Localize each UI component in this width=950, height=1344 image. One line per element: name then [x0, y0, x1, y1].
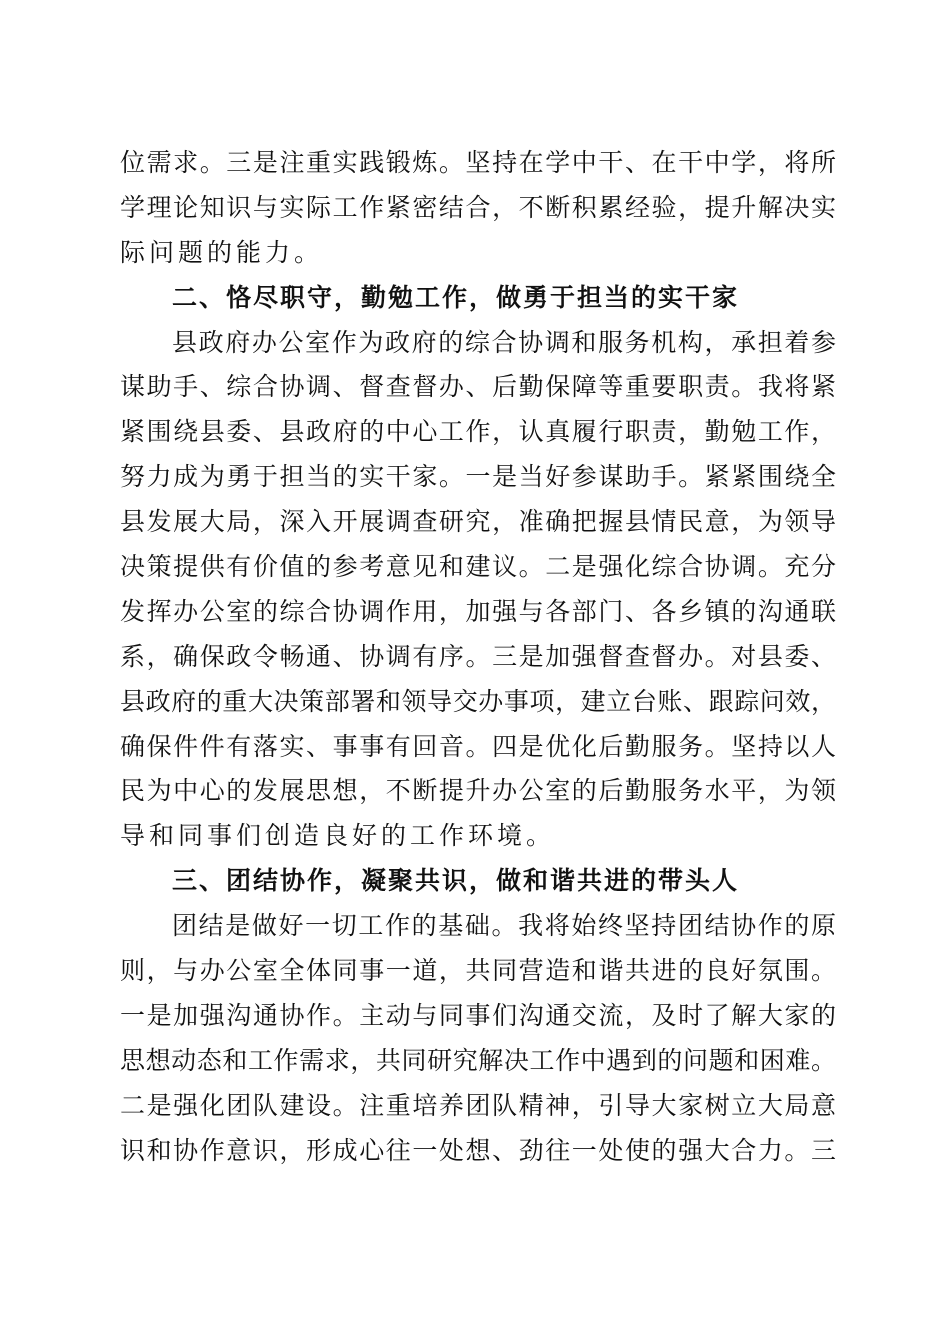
- paragraph-line: 发挥办公室的综合协调作用，加强与各部门、各乡镇的沟通联: [120, 596, 836, 626]
- paragraph-line: 县政府办公室作为政府的综合协调和服务机构，承担着参: [172, 327, 836, 357]
- paragraph-line: 一是加强沟通协作。主动与同事们沟通交流，及时了解大家的: [120, 1000, 836, 1030]
- paragraph-line: 县政府的重大决策部署和领导交办事项，建立台账、跟踪问效，: [120, 686, 836, 716]
- paragraph-line: 团结是做好一切工作的基础。我将始终坚持团结协作的原: [172, 911, 836, 941]
- section-heading-2: 二、恪尽职守，勤勉工作，做勇于担当的实干家: [172, 282, 740, 312]
- paragraph-line: 努力成为勇于担当的实干家。一是当好参谋助手。紧紧围绕全: [120, 462, 836, 492]
- document-body: [120, 141, 836, 1173]
- paragraph-line: 谋助手、综合协调、督查督办、后勤保障等重要职责。我将紧: [120, 372, 836, 402]
- paragraph-line: 民为中心的发展思想，不断提升办公室的后勤服务水平，为领: [120, 776, 836, 806]
- paragraph-line: 紧围绕县委、县政府的中心工作，认真履行职责，勤勉工作，: [120, 417, 836, 447]
- paragraph-line: 思想动态和工作需求，共同研究解决工作中遇到的问题和困难。: [120, 1045, 836, 1075]
- paragraph-line: 决策提供有价值的参考意见和建议。二是强化综合协调。充分: [120, 552, 836, 582]
- paragraph-line: 学理论知识与实际工作紧密结合，不断积累经验，提升解决实: [120, 192, 836, 222]
- paragraph-line: 则，与办公室全体同事一道，共同营造和谐共进的良好氛围。: [120, 956, 836, 986]
- paragraph-line: 导和同事们创造良好的工作环境。: [120, 821, 556, 851]
- paragraph-line: 县发展大局，深入开展调查研究，准确把握县情民意，为领导: [120, 507, 836, 537]
- paragraph-line: 系，确保政令畅通、协调有序。三是加强督查督办。对县委、: [120, 641, 836, 671]
- paragraph-line: 二是强化团队建设。注重培养团队精神，引导大家树立大局意: [120, 1090, 836, 1120]
- paragraph-line: 际问题的能力。: [120, 237, 324, 267]
- paragraph-line: 确保件件有落实、事事有回音。四是优化后勤服务。坚持以人: [120, 731, 836, 761]
- section-heading-3: 三、团结协作，凝聚共识，做和谐共进的带头人: [172, 866, 740, 896]
- paragraph-line: 位需求。三是注重实践锻炼。坚持在学中干、在干中学，将所: [120, 148, 836, 177]
- paragraph-line: 识和协作意识，形成心往一处想、劲往一处使的强大合力。三: [120, 1135, 836, 1165]
